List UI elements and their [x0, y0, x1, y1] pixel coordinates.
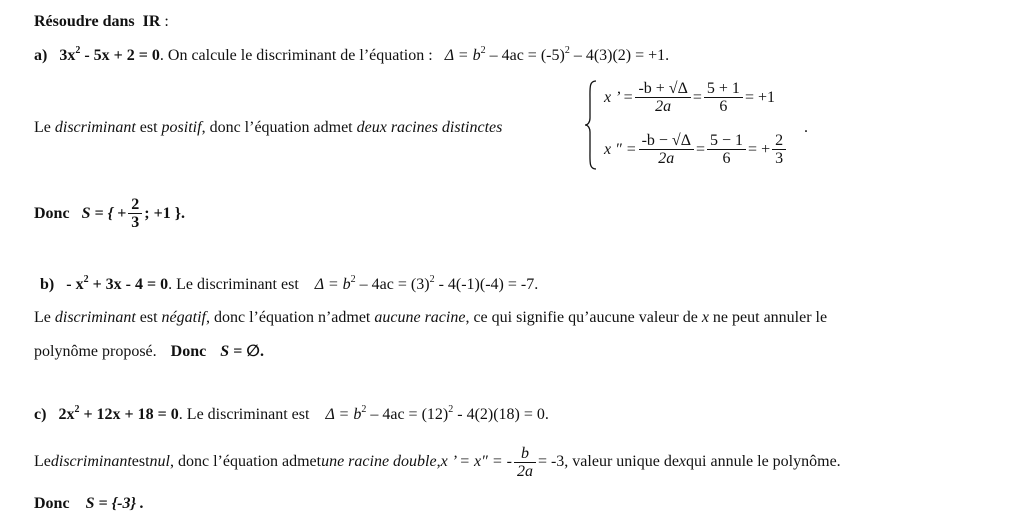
empty-set-symbol: ∅ [246, 341, 260, 360]
c-donc: Donc [34, 495, 70, 512]
x1-num: -b + √Δ [635, 80, 690, 98]
title-text: Résoudre dans [34, 13, 135, 30]
b-s-sign: négatif [161, 309, 206, 326]
c-s-x: x [678, 453, 687, 470]
x2-frac2 [707, 132, 746, 167]
c-s-double: une racine double [321, 453, 437, 470]
part-b-sentence-2 [34, 341, 264, 362]
c-disc-mid: – 4ac = (12) [366, 406, 449, 423]
a-discriminant [445, 47, 669, 64]
a-S-prefix: S = { + [81, 204, 127, 222]
x2-res-num: 2 [772, 132, 786, 150]
b-s-x: x [701, 309, 709, 326]
a-disc-rhs: – 4(3)(2) = +1. [569, 47, 670, 64]
a-s-sign: positif [161, 119, 202, 136]
b-s-disc: discriminant [54, 309, 136, 326]
x1-den: 2a [655, 98, 672, 115]
b-s-none: aucune racine [374, 309, 466, 326]
c-eq-sup: 2 [74, 404, 80, 415]
system-dot [804, 118, 808, 138]
root-x1 [604, 80, 775, 115]
x1-frac2 [704, 80, 743, 115]
b-S: S = [220, 343, 247, 360]
a-s2: est [135, 119, 162, 136]
a-S-suffix: ; +1 }. [144, 204, 186, 222]
c-s-sign: nul [149, 453, 170, 470]
part-c-label: c) [34, 406, 47, 423]
b-donc: Donc [170, 343, 207, 360]
x2-eq: = [695, 140, 706, 158]
a-s1: Le [34, 119, 55, 136]
title-colon: : [160, 13, 169, 30]
a-intro: . On calcule le discriminant de l’équation : [159, 47, 433, 64]
c-s4: , [436, 453, 441, 470]
part-b-statement [40, 275, 538, 295]
b-s1: Le [34, 309, 55, 326]
c-discriminant [325, 406, 548, 423]
part-c-equation [58, 406, 178, 423]
c-intro: . Le discriminant est [178, 406, 310, 423]
c-s5: , valeur unique de [564, 453, 679, 470]
part-c-statement [34, 405, 549, 425]
x1-eq: = [692, 88, 702, 106]
a-disc-lhs: Δ = b [444, 47, 481, 64]
page-title [34, 12, 169, 32]
b-disc-lhs: Δ = b [314, 276, 351, 293]
x1-result: = +1 [744, 88, 775, 106]
b-eq-suffix: + 3x - 4 = 0 [88, 276, 169, 293]
a-disc-sup2: 2 [564, 45, 570, 56]
part-a-equation [59, 47, 160, 64]
a-s3: , donc l’équation admet [201, 119, 357, 136]
b-intro: . Le discriminant est [168, 276, 299, 293]
a-eq-suffix: - 5x + 2 = 0 [80, 47, 160, 64]
c-frac-den: 2a [516, 462, 533, 480]
x1-frac [635, 80, 690, 115]
x1-den2: 6 [719, 98, 728, 115]
b-eq: - x [66, 276, 84, 293]
b-s5: ne peut annuler le [708, 309, 828, 326]
part-a-solution [34, 196, 185, 231]
c-disc-lhs: Δ = b [325, 406, 362, 423]
b-disc-rhs: - 4(-1)(-4) = -7. [434, 276, 539, 293]
part-c-sentence [34, 440, 841, 484]
part-a-sentence [34, 118, 502, 138]
c-s6: qui annule le polynôme. [686, 453, 841, 470]
c-eq-prefix: 2x [58, 406, 75, 423]
system-brace [584, 80, 598, 170]
root-x2 [604, 132, 788, 167]
b-s4: , ce qui signifie qu’aucune valeur de [465, 309, 702, 326]
c-s3: , donc l’équation admet [170, 453, 322, 470]
c-x-lhs: x ’ = x″ = - [440, 453, 512, 470]
c-s1: Le [34, 453, 51, 470]
a-disc-mid: – 4ac = (-5) [485, 47, 565, 64]
a-disc-sup: 2 [480, 45, 486, 56]
a-eq-sup: 2 [75, 45, 81, 56]
c-s2: est [131, 453, 150, 470]
x2-den2: 6 [722, 150, 731, 167]
x2-lhs: x ″ = [604, 140, 637, 158]
x2-res-frac [772, 132, 786, 167]
x1-lhs: x ’ = [604, 88, 634, 106]
b-S-end: . [259, 343, 264, 360]
c-S: S = {-3} . [85, 495, 145, 512]
a-S-num: 2 [128, 196, 142, 214]
a-S-frac [128, 196, 142, 231]
b-disc-sup2: 2 [429, 274, 435, 285]
x1-num2: 5 + 1 [704, 80, 743, 98]
b-s3: , donc l’équation n’admet [205, 309, 375, 326]
real-set-symbol: IR [142, 13, 161, 30]
b-discriminant [315, 276, 538, 293]
b-disc-mid: – 4ac = (3) [355, 276, 430, 293]
x2-num2: 5 − 1 [707, 132, 746, 150]
c-disc-rhs: - 4(2)(18) = 0. [453, 406, 549, 423]
c-disc-sup: 2 [361, 404, 367, 415]
c-frac-num: b [514, 445, 536, 463]
part-a-statement [34, 46, 669, 66]
b-s6: polynôme proposé. [34, 343, 157, 360]
a-donc: Donc [34, 204, 70, 222]
part-b-sentence [34, 308, 827, 328]
a-S-den: 3 [131, 214, 140, 231]
x2-den: 2a [658, 150, 675, 167]
x2-frac [639, 132, 694, 167]
x2-res-den: 3 [775, 150, 784, 167]
b-eq-sup: 2 [83, 274, 89, 285]
c-eq-suffix: + 12x + 18 = 0 [79, 406, 179, 423]
b-s2: est [135, 309, 162, 326]
x2-num: -b − √Δ [639, 132, 694, 150]
c-x-res: = -3 [537, 453, 565, 470]
a-s-disc: discriminant [54, 119, 136, 136]
part-c-solution [34, 494, 144, 514]
a-s-roots: deux racines distinctes [356, 119, 503, 136]
c-s-disc: discriminant [50, 453, 132, 470]
part-b-label: b) [40, 276, 55, 293]
part-a-label: a) [34, 47, 48, 64]
a-dot: . [804, 119, 808, 136]
c-frac [514, 445, 536, 480]
b-disc-sup: 2 [350, 274, 356, 285]
c-disc-sup2: 2 [448, 404, 454, 415]
x2-res-prefix: = + [748, 140, 771, 158]
part-b-equation [66, 276, 168, 293]
a-eq-prefix: 3x [59, 47, 76, 64]
